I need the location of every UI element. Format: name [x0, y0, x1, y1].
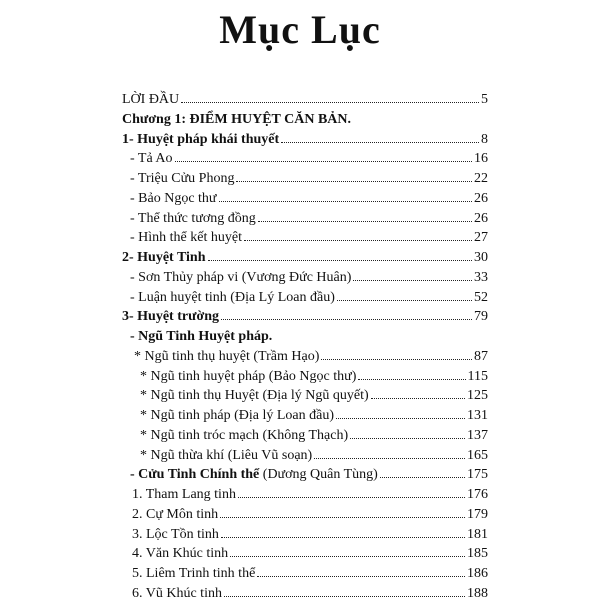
- toc-entry-label: - Ngũ Tinh Huyệt pháp.: [130, 329, 273, 344]
- toc-entry-label: - Sơn Thủy pháp vi (Vương Đức Huân): [130, 269, 352, 285]
- toc-entry-label: * Ngũ tinh thụ huyệt (Trầm Hạo): [134, 348, 320, 364]
- dot-leader: [221, 536, 465, 538]
- toc-entry-label: * Ngũ tinh huyệt pháp (Bảo Ngọc thư): [140, 368, 357, 384]
- toc-entry-label: 3. Lộc Tồn tinh: [132, 526, 219, 542]
- toc-entry-page: 137: [467, 427, 488, 443]
- dot-leader: [220, 516, 465, 518]
- toc-entry: [122, 329, 488, 349]
- toc-entry-label: - Triệu Cửu Phong: [130, 171, 235, 186]
- dot-leader: [314, 457, 465, 459]
- toc-entry-page: 176: [467, 487, 488, 502]
- toc-entry: [122, 369, 488, 389]
- toc-entry-page: 8: [481, 131, 488, 147]
- toc-entry: [122, 250, 488, 270]
- toc-entry-page: 27: [474, 230, 488, 246]
- dot-leader: [336, 417, 465, 419]
- toc-entry: [122, 211, 488, 231]
- dot-leader: [371, 397, 465, 399]
- toc-entry: [122, 566, 488, 586]
- dot-leader: [350, 437, 465, 439]
- toc-entry-page: 188: [467, 585, 488, 601]
- toc-entry-page: 115: [467, 368, 488, 384]
- toc-entry-label: * Ngũ tinh tróc mạch (Không Thạch): [140, 427, 349, 443]
- toc-entry-label: * Ngũ tinh thụ Huyệt (Địa lý Ngũ quyết): [140, 388, 369, 404]
- toc-entry-page: 16: [474, 151, 488, 167]
- dot-leader: [258, 220, 472, 222]
- dot-leader: [230, 555, 465, 557]
- toc-entry-page: 30: [474, 250, 488, 265]
- dot-leader: [244, 239, 472, 241]
- toc-entry-label-suffix: (Dương Quân Tùng): [259, 467, 378, 483]
- toc-entry-page: 175: [467, 467, 488, 483]
- dot-leader: [181, 101, 479, 103]
- toc-entry: [122, 349, 488, 369]
- table-of-contents: [122, 92, 488, 606]
- dot-leader: [236, 180, 472, 182]
- toc-entry-label: * Ngũ tinh pháp (Địa lý Loan đầu): [140, 408, 335, 423]
- toc-entry: [122, 428, 488, 448]
- toc-entry-label: 1. Tham Lang tinh: [132, 487, 236, 502]
- toc-entry: [122, 191, 488, 211]
- toc-entry: [122, 507, 488, 527]
- dot-leader: [175, 160, 472, 162]
- toc-entry-page: 26: [474, 190, 488, 206]
- dot-leader: [219, 200, 472, 202]
- toc-entry-label: 3- Huyệt trường: [122, 309, 220, 325]
- toc-entry-label: * Ngũ thừa khí (Liêu Vũ soạn): [140, 447, 313, 463]
- dot-leader: [337, 299, 472, 301]
- dot-leader: [380, 476, 465, 478]
- dot-leader: [353, 279, 472, 281]
- toc-entry-page: 186: [467, 566, 488, 581]
- toc-entry-label: 1- Huyệt pháp khái thuyết: [122, 131, 280, 147]
- toc-entry-page: 87: [474, 348, 488, 364]
- toc-entry: [122, 467, 488, 487]
- toc-entry-page: 179: [467, 506, 488, 522]
- toc-entry: [122, 112, 488, 132]
- toc-entry-label: 6. Vũ Khúc tinh: [132, 585, 222, 601]
- toc-entry-label: - Bảo Ngọc thư: [130, 190, 217, 206]
- toc-entry-page: 22: [474, 171, 488, 186]
- toc-entry-label: - Tả Ao: [130, 151, 173, 167]
- toc-entry: [122, 388, 488, 408]
- dot-leader: [358, 378, 465, 380]
- toc-entry-page: 79: [474, 309, 488, 325]
- toc-entry: [122, 527, 488, 547]
- toc-entry: [122, 546, 488, 566]
- toc-entry: [122, 132, 488, 152]
- toc-entry-page: 131: [467, 408, 488, 423]
- toc-entry: [122, 586, 488, 606]
- toc-entry-label: - Hình thể kết huyệt: [130, 230, 242, 246]
- toc-entry-page: 26: [474, 210, 488, 226]
- dot-leader: [281, 141, 479, 143]
- toc-entry-label: [130, 467, 378, 483]
- toc-entry: [122, 408, 488, 428]
- toc-entry-label: 5. Liêm Trinh tinh thể: [132, 566, 256, 581]
- toc-entry-page: 165: [467, 447, 488, 463]
- toc-entry: [122, 487, 488, 507]
- toc-entry-page: 185: [467, 546, 488, 562]
- toc-entry-label-bold: - Cửu Tinh Chính thể: [130, 467, 260, 483]
- toc-entry-page: 125: [467, 388, 488, 404]
- toc-entry-page: 52: [474, 289, 488, 305]
- toc-entry-label: Chương 1: ĐIỂM HUYỆT CĂN BẢN.: [122, 111, 352, 127]
- dot-leader: [208, 259, 472, 261]
- toc-entry-page: 33: [474, 269, 488, 285]
- dot-leader: [221, 318, 472, 320]
- toc-entry-label: 2. Cự Môn tinh: [132, 506, 219, 522]
- dot-leader: [257, 575, 465, 577]
- dot-leader: [238, 496, 465, 498]
- toc-entry: [122, 171, 488, 191]
- toc-entry-page: 5: [481, 92, 488, 107]
- toc-entry-page: 181: [467, 526, 488, 542]
- toc-entry-label: - Luận huyệt tinh (Địa Lý Loan đầu): [130, 289, 335, 305]
- toc-entry: [122, 92, 488, 112]
- toc-entry: [122, 309, 488, 329]
- toc-entry-label: 2- Huyệt Tinh: [122, 250, 206, 265]
- toc-entry-label: - Thể thức tương đồng: [130, 210, 256, 226]
- toc-entry: [122, 230, 488, 250]
- toc-entry-label: LỜI ĐẦU: [122, 92, 180, 107]
- toc-entry: [122, 448, 488, 468]
- dot-leader: [224, 595, 465, 597]
- dot-leader: [321, 358, 472, 360]
- toc-entry: [122, 151, 488, 171]
- page-title: Mục Lục: [219, 7, 381, 52]
- toc-entry-label: 4. Văn Khúc tinh: [132, 546, 229, 562]
- toc-entry: [122, 290, 488, 310]
- toc-entry: [122, 270, 488, 290]
